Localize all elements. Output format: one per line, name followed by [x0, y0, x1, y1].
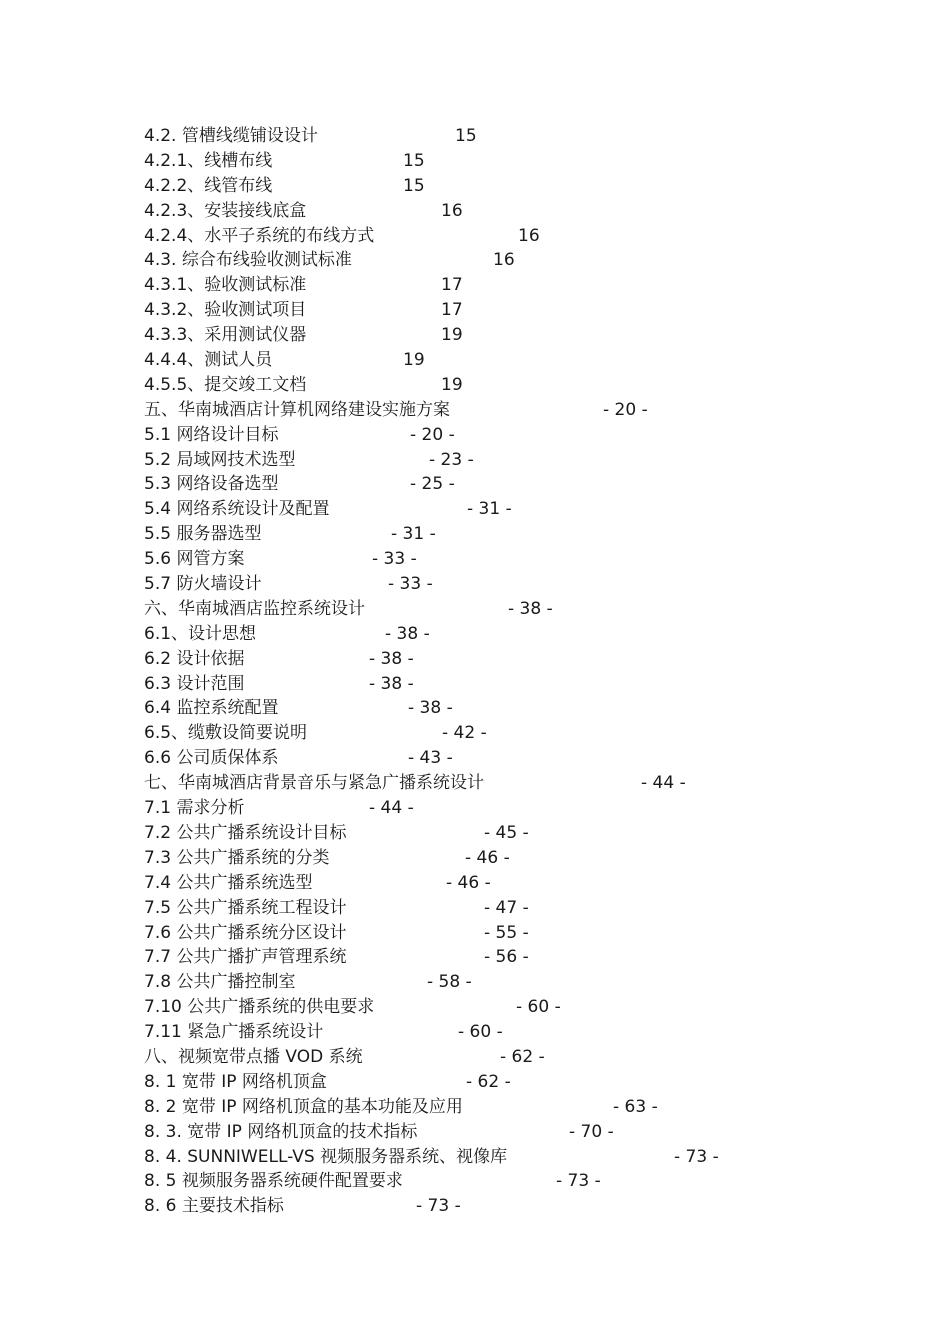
toc-entry-title: 6.1、设计思想 — [144, 623, 257, 644]
toc-entry-page-number: 19 — [441, 374, 463, 395]
toc-entry-title: 7.2 公共广播系统设计目标 — [144, 822, 347, 843]
toc-entry-title: 7.5 公共广播系统工程设计 — [144, 897, 347, 918]
toc-entry-page-number: - 55 - — [484, 922, 529, 943]
toc-entry[interactable] — [144, 945, 904, 970]
toc-entry-title: 4.2.1、线槽布线 — [144, 150, 273, 171]
toc-entry[interactable] — [144, 423, 904, 448]
toc-entry-page-number: - 45 - — [484, 822, 529, 843]
toc-entry-page-number: - 73 - — [556, 1171, 601, 1192]
toc-entry[interactable] — [144, 1120, 904, 1145]
toc-entry-title: 4.2. 管槽线缆铺设设计 — [144, 126, 318, 146]
toc-entry-title: 4.3.3、采用测试仪器 — [144, 325, 307, 346]
toc-entry-page-number: - 56 - — [484, 947, 529, 968]
toc-entry-title: 六、华南城酒店监控系统设计 — [144, 598, 365, 619]
toc-entry-page-number: - 43 - — [408, 748, 453, 769]
toc-entry[interactable] — [144, 921, 904, 946]
toc-entry[interactable] — [144, 273, 904, 298]
toc-entry-page-number: - 31 - — [467, 499, 512, 520]
toc-entry-title: 6.4 监控系统配置 — [144, 698, 279, 719]
toc-entry[interactable] — [144, 1045, 904, 1070]
toc-entry-title: 5.6 网管方案 — [144, 549, 245, 570]
toc-entry[interactable] — [144, 472, 904, 497]
toc-entry[interactable] — [144, 622, 904, 647]
toc-entry-page-number: 19 — [403, 350, 425, 371]
toc-entry-title: 4.2.4、水平子系统的布线方式 — [144, 225, 375, 246]
toc-entry-page-number: - 33 - — [388, 574, 433, 595]
toc-entry-page-number: - 38 - — [385, 623, 430, 644]
toc-entry-page-number: - 46 - — [446, 872, 491, 893]
toc-entry-page-number: - 70 - — [569, 1121, 614, 1142]
toc-entry-title: 7.4 公共广播系统选型 — [144, 872, 313, 893]
toc-entry-page-number: 15 — [455, 126, 477, 146]
toc-entry-title: 7.7 公共广播扩声管理系统 — [144, 947, 347, 968]
toc-entry[interactable] — [144, 572, 904, 597]
toc-entry[interactable] — [144, 771, 904, 796]
toc-entry[interactable] — [144, 348, 904, 373]
toc-entry[interactable] — [144, 149, 904, 174]
toc-entry-page-number: - 20 - — [410, 424, 455, 445]
toc-entry-page-number: - 58 - — [427, 972, 472, 993]
toc-entry-title: 7.11 紧急广播系统设计 — [144, 1022, 324, 1043]
toc-entry[interactable] — [144, 721, 904, 746]
toc-entry-title: 4.4.4、测试人员 — [144, 350, 273, 371]
toc-entry-title: 4.3.2、验收测试项目 — [144, 300, 307, 321]
toc-entry[interactable] — [144, 1145, 904, 1170]
toc-entry-page-number: 15 — [403, 150, 425, 171]
toc-entry-title: 4.3. 综合布线验收测试标准 — [144, 250, 352, 271]
toc-entry[interactable] — [144, 224, 904, 249]
toc-entry[interactable] — [144, 323, 904, 348]
toc-entry-page-number: 17 — [441, 300, 463, 321]
toc-entry[interactable] — [144, 174, 904, 199]
toc-entry[interactable] — [144, 248, 904, 273]
toc-entry-page-number: - 44 - — [641, 773, 686, 794]
toc-entry-title: 7.6 公共广播系统分区设计 — [144, 922, 347, 943]
toc-entry[interactable] — [144, 597, 904, 622]
toc-entry[interactable] — [144, 124, 904, 149]
toc-entry-page-number: - 73 - — [416, 1196, 461, 1217]
toc-entry-page-number: - 31 - — [391, 524, 436, 545]
toc-entry-page-number: 16 — [441, 200, 463, 221]
toc-entry-title: 6.6 公司质保体系 — [144, 748, 279, 769]
toc-entry[interactable] — [144, 1194, 904, 1219]
toc-entry-title: 5.7 防火墙设计 — [144, 574, 262, 595]
toc-entry-page-number: - 62 - — [466, 1071, 511, 1092]
toc-entry-title: 五、华南城酒店计算机网络建设实施方案 — [144, 399, 450, 420]
toc-entry[interactable] — [144, 796, 904, 821]
toc-entry[interactable] — [144, 995, 904, 1020]
toc-entry-page-number: - 60 - — [458, 1022, 503, 1043]
toc-entry-title: 6.3 设计范围 — [144, 673, 245, 694]
toc-entry-title: 7.10 公共广播系统的供电要求 — [144, 997, 375, 1018]
toc-entry-page-number: - 25 - — [410, 474, 455, 495]
toc-entry-title: 8. 5 视频服务器系统硬件配置要求 — [144, 1171, 403, 1192]
toc-entry-title: 5.2 局域网技术选型 — [144, 449, 296, 470]
toc-entry-page-number: - 38 - — [369, 648, 414, 669]
toc-entry[interactable] — [144, 497, 904, 522]
toc-entry-page-number: - 38 - — [369, 673, 414, 694]
toc-entry-title: 7.8 公共广播控制室 — [144, 972, 296, 993]
toc-entry-title: 8. 2 宽带 IP 网络机顶盒的基本功能及应用 — [144, 1096, 463, 1117]
toc-entry[interactable] — [144, 1095, 904, 1120]
toc-entry[interactable] — [144, 298, 904, 323]
toc-entry-page-number: 19 — [441, 325, 463, 346]
toc-entry[interactable] — [144, 1070, 904, 1095]
toc-entry-page-number: 15 — [403, 175, 425, 196]
toc-entry-page-number: 16 — [518, 225, 540, 246]
toc-entry-title: 7.3 公共广播系统的分类 — [144, 847, 330, 868]
toc-entry-page-number: - 47 - — [484, 897, 529, 918]
toc-entry[interactable] — [144, 448, 904, 473]
toc-entry[interactable] — [144, 746, 904, 771]
toc-entry[interactable] — [144, 398, 904, 423]
toc-entry-title: 八、视频宽带点播 VOD 系统 — [144, 1046, 363, 1067]
toc-entry-title: 6.5、缆敷设简要说明 — [144, 723, 308, 744]
toc-entry[interactable] — [144, 547, 904, 572]
toc-entry-page-number: - 62 - — [500, 1046, 545, 1067]
toc-entry-page-number: - 44 - — [369, 798, 414, 819]
toc-entry[interactable] — [144, 896, 904, 921]
toc-entry[interactable] — [144, 199, 904, 224]
table-of-contents — [144, 124, 904, 1219]
toc-entry-page-number: - 46 - — [465, 847, 510, 868]
toc-entry-title: 5.4 网络系统设计及配置 — [144, 499, 330, 520]
toc-entry[interactable] — [144, 1169, 904, 1194]
toc-entry[interactable] — [144, 970, 904, 995]
toc-entry[interactable] — [144, 522, 904, 547]
toc-entry-page-number: 17 — [441, 275, 463, 296]
toc-entry-page-number: - 38 - — [408, 698, 453, 719]
toc-entry-title: 7.1 需求分析 — [144, 798, 245, 819]
toc-entry-page-number: - 60 - — [516, 997, 561, 1018]
toc-entry-page-number: - 63 - — [613, 1096, 658, 1117]
toc-entry-title: 8. 6 主要技术指标 — [144, 1196, 284, 1217]
toc-entry-title: 6.2 设计依据 — [144, 648, 245, 669]
toc-entry-title: 4.3.1、验收测试标准 — [144, 275, 307, 296]
toc-entry[interactable] — [144, 672, 904, 697]
toc-entry[interactable] — [144, 696, 904, 721]
toc-entry-title: 4.2.3、安装接线底盒 — [144, 200, 307, 221]
toc-entry-title: 8. 3. 宽带 IP 网络机顶盒的技术指标 — [144, 1121, 418, 1142]
toc-entry[interactable] — [144, 373, 904, 398]
toc-entry-page-number: - 73 - — [674, 1146, 719, 1167]
toc-entry-page-number: - 38 - — [508, 598, 553, 619]
toc-entry[interactable] — [144, 647, 904, 672]
toc-entry-page-number: - 23 - — [429, 449, 474, 470]
toc-entry[interactable] — [144, 846, 904, 871]
toc-entry[interactable] — [144, 821, 904, 846]
toc-entry-title: 4.5.5、提交竣工文档 — [144, 374, 307, 395]
toc-entry-title: 4.2.2、线管布线 — [144, 175, 273, 196]
toc-entry-page-number: - 42 - — [442, 723, 487, 744]
toc-entry-title: 5.5 服务器选型 — [144, 524, 262, 545]
toc-entry-title: 8. 1 宽带 IP 网络机顶盒 — [144, 1071, 327, 1092]
toc-entry-title: 8. 4. SUNNIWELL-VS 视频服务器系统、视像库 — [144, 1146, 508, 1167]
toc-entry-title: 5.3 网络设备选型 — [144, 474, 279, 495]
toc-entry-page-number: - 20 - — [603, 399, 648, 420]
toc-entry[interactable] — [144, 1020, 904, 1045]
toc-entry[interactable] — [144, 871, 904, 896]
toc-entry-title: 七、华南城酒店背景音乐与紧急广播系统设计 — [144, 773, 484, 794]
toc-entry-page-number: 16 — [493, 250, 515, 271]
toc-entry-title: 5.1 网络设计目标 — [144, 424, 279, 445]
toc-entry-page-number: - 33 - — [372, 549, 417, 570]
